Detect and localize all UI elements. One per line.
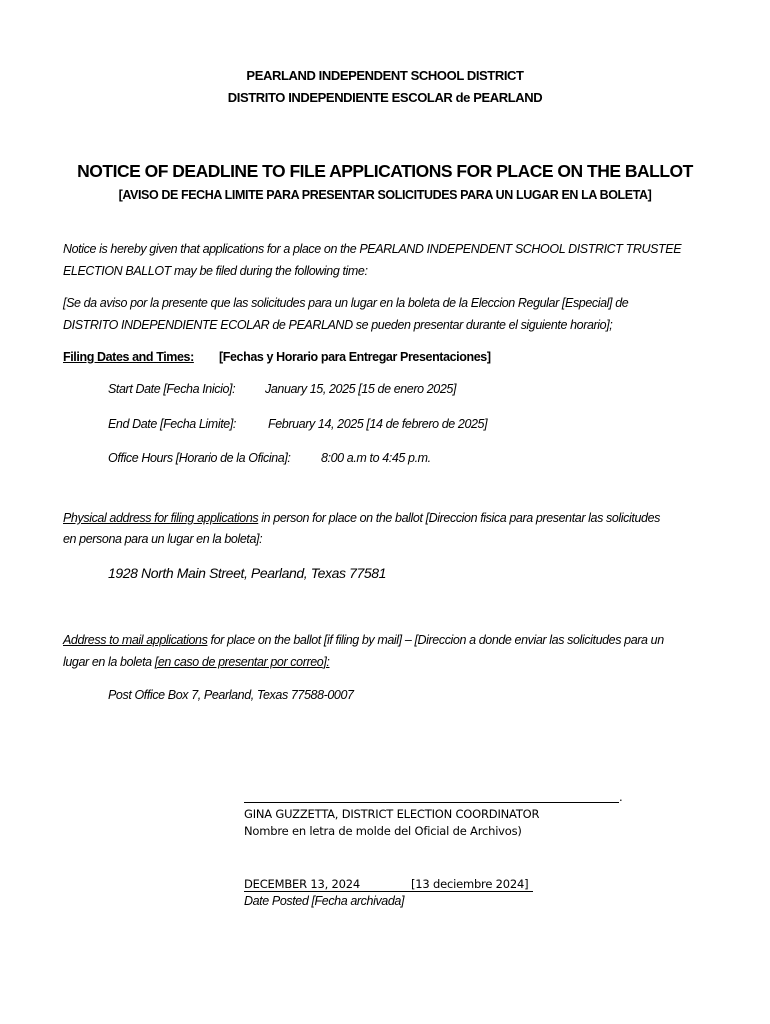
notice-es-line-1: [Se da aviso por la presente que las solicitudes para un lugar en la boleta de la Eleccion Regular [Especial] de bbox=[63, 296, 629, 310]
office-hours-value: 8:00 a.m to 4:45 p.m. bbox=[321, 451, 431, 465]
start-date-label: Start Date [Fecha Inicio]: bbox=[108, 382, 236, 396]
district-name-en: PEARLAND INDEPENDENT SCHOOL DISTRICT bbox=[246, 68, 524, 83]
date-underline bbox=[244, 891, 533, 892]
signature-line-dot: . bbox=[619, 790, 623, 804]
mail-address-label: Address to mail applications bbox=[63, 633, 208, 647]
signature-line bbox=[244, 802, 619, 803]
physical-address-label: Physical address for filing applications bbox=[63, 511, 259, 525]
filing-heading-en: Filing Dates and Times: bbox=[63, 350, 194, 364]
district-name-es: DISTRITO INDEPENDIENTE ESCOLAR de PEARLAND bbox=[227, 90, 543, 105]
mail-address-text: for place on the ballot [if filing by mail] – [Direccion a donde enviar las solicitudes para un bbox=[207, 633, 664, 647]
start-date-value: January 15, 2025 [15 de enero 2025] bbox=[265, 382, 457, 396]
mail-address-line-2 bbox=[63, 655, 329, 669]
notice-en-line-2: ELECTION BALLOT may be filed during the following time: bbox=[63, 264, 368, 278]
date-posted-es: [13 deciembre 2024] bbox=[411, 877, 529, 891]
physical-address: 1928 North Main Street, Pearland, Texas 77581 bbox=[108, 565, 387, 581]
notice-title: NOTICE OF DEADLINE TO FILE APPLICATIONS FOR PLACE ON THE BALLOT bbox=[77, 161, 693, 181]
date-posted-en: DECEMBER 13, 2024 bbox=[244, 877, 360, 891]
filing-heading-es: [Fechas y Horario para Entregar Presentaciones] bbox=[219, 350, 491, 364]
end-date-value: February 14, 2025 [14 de febrero de 2025] bbox=[268, 417, 488, 431]
physical-address-line-1 bbox=[63, 511, 660, 525]
mail-address-line-1 bbox=[63, 633, 664, 647]
coordinator-name: GINA GUZZETTA, DISTRICT ELECTION COORDINATOR bbox=[244, 807, 540, 821]
mail-address: Post Office Box 7, Pearland, Texas 77588-0007 bbox=[108, 688, 354, 702]
coordinator-caption: Nombre en letra de molde del Oficial de Archivos) bbox=[244, 824, 522, 838]
physical-address-line-2: en persona para un lugar en la boleta]: bbox=[63, 532, 263, 546]
notice-es-line-2: DISTRITO INDEPENDIENTE ECOLAR de PEARLAND se pueden presentar durante el siguiente horario]; bbox=[63, 318, 613, 332]
end-date-label: End Date [Fecha Limite]: bbox=[108, 417, 236, 431]
mail-address-line-2-start: lugar en la boleta bbox=[63, 655, 155, 669]
notice-subtitle: [AVISO DE FECHA LIMITE PARA PRESENTAR SOLICITUDES PARA UN LUGAR EN LA BOLETA] bbox=[118, 188, 652, 202]
mail-address-line-2-note: [en caso de presentar por correo]: bbox=[154, 655, 330, 669]
physical-address-text: in person for place on the ballot [Direccion fisica para presentar las solicitudes bbox=[258, 511, 660, 525]
office-hours-label: Office Hours [Horario de la Oficina]: bbox=[108, 451, 291, 465]
date-posted-caption: Date Posted [Fecha archivada] bbox=[244, 894, 405, 908]
notice-en-line-1: Notice is hereby given that applications for a place on the PEARLAND INDEPENDENT SCHOOL DISTRICT TRUSTEE bbox=[63, 242, 682, 256]
